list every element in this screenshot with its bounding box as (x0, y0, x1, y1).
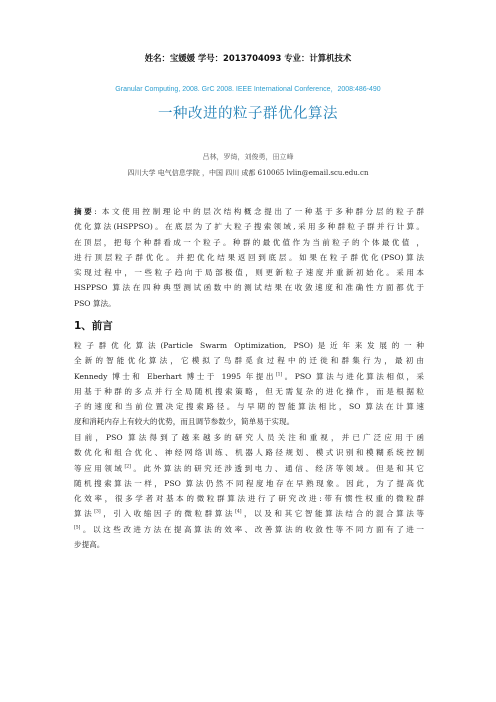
intro-line: 度和消耗内存上有较大的优势，而且调节参数少，简单易于实现。 (74, 417, 295, 427)
abstract-line: PSO 算法。 (74, 298, 116, 308)
intro-line (74, 369, 424, 384)
intro-line: 粒子群优化算法(Particle Swarm Optimization, PSO)是近年来发展的一种 (74, 341, 424, 350)
abstract-line: 实现过程中，一些粒子趋向于局部极值，则更新粒子速度并重新初始化。采用本 (74, 268, 424, 278)
paper-title: 一种改进的粒子群优化算法 (158, 106, 338, 122)
intro-line: 化效率，很多学者对基本的微粒群算法进行了研究改进:带有惯性权重的微粒群 (74, 494, 424, 504)
abstract-line: 优化算法(HSPPSO)。在底层为了扩大粒子搜索领域,采用多种群粒子群并行计算。 (74, 222, 424, 232)
intro-line: 随机搜索算法一样，PSO 算法仍然不同程度地存在早熟现象。因此，为了提高优 (74, 478, 424, 488)
citation-ref: [3] (94, 509, 101, 515)
paper-authors: 吕林，罗绮，刘俊勇，田立峰 (202, 153, 294, 161)
abstract-first-line-text: : 本文使用控制理论中的层次结构概念提出了一种基于多种群分层的粒子群 (94, 207, 425, 216)
abstract-line: 进行顶层粒子群优化。并把优化结果返回到底层。如果在粒子群优化(PSO)算法 (74, 252, 424, 262)
intro-line: 步提高。 (74, 540, 105, 550)
intro-line (74, 522, 424, 537)
abstract-line: HSPPSO 算法在四种典型测试函数中的测试结果在收敛速度和准确性方面都优于 (74, 283, 424, 293)
intro-line (74, 461, 424, 476)
intro-line (74, 506, 424, 521)
citation-source: Granular Computing, 2008. GrC 2008. IEEE International Conference，2008:486-490 (115, 86, 381, 93)
citation-ref: [4] (235, 509, 242, 515)
author-affiliation: 四川大学 电气信息学院 ，中国 四川 成都 610065 lvlin@email.scu.edu.cn (127, 169, 369, 177)
intro-paragraph-1 (74, 338, 424, 430)
line-text: 。此外算法的研究还涉透到电力、通信、经济等领域。但是和其它 (130, 463, 425, 473)
intro-paragraph-2 (74, 430, 424, 552)
abstract-line-0 (74, 204, 424, 219)
line-text: 算法 (74, 509, 95, 519)
line-text: ，引入收缩因子的微粒群算法 (100, 509, 236, 519)
intro-line: 子的速度和当前位置决定搜索路径。与早期的智能算法相比，SO 算法在计算速 (74, 402, 424, 412)
section-heading-introduction: 1、前言 (74, 320, 113, 332)
intro-line: 目前，PSO 算法得到了越来越多的研究人员关注和重视，并已广泛应用于函 (74, 433, 424, 442)
citation-ref: [1] (275, 372, 283, 378)
line-text: 。PSO 算法与进化算法相似，采 (282, 371, 424, 381)
intro-line: 用基于种群的多点并行全局随机搜索策略，但无需复杂的进化操作，而是根据粒 (74, 386, 424, 396)
student-info-line: 姓名：宝媛媛 学号：2013704093 专业：计算机技术 (144, 53, 352, 63)
intro-line: 数优化和组合优化、神经网络训练、机器人路径规划、模式识别和模糊系统控制 (74, 448, 424, 458)
line-text: Kennedy 博士和 Eberhart 博士于 1995 年提出 (74, 371, 276, 381)
citation-ref: [2] (124, 464, 131, 470)
line-text: ，以及和其它智能算法结合的混合算法等 (241, 509, 425, 519)
intro-line: 全新的智能优化算法，它模拟了鸟群觅食过程中的迁徙和群集行为，最初由 (74, 356, 424, 366)
abstract (74, 204, 424, 311)
abstract-line: 在顶层，把每个种群看成一个粒子。种群的最优值作为当前粒子的个体最优值 ， (74, 237, 424, 247)
line-text: 。以这些改进方法在提高算法的效率、改善算法的收敛性等不同方面有了进一 (80, 524, 424, 534)
citation-ref: [5] (74, 525, 81, 531)
line-text: 等应用领域 (74, 463, 125, 473)
abstract-label: 摘要 (74, 207, 95, 216)
